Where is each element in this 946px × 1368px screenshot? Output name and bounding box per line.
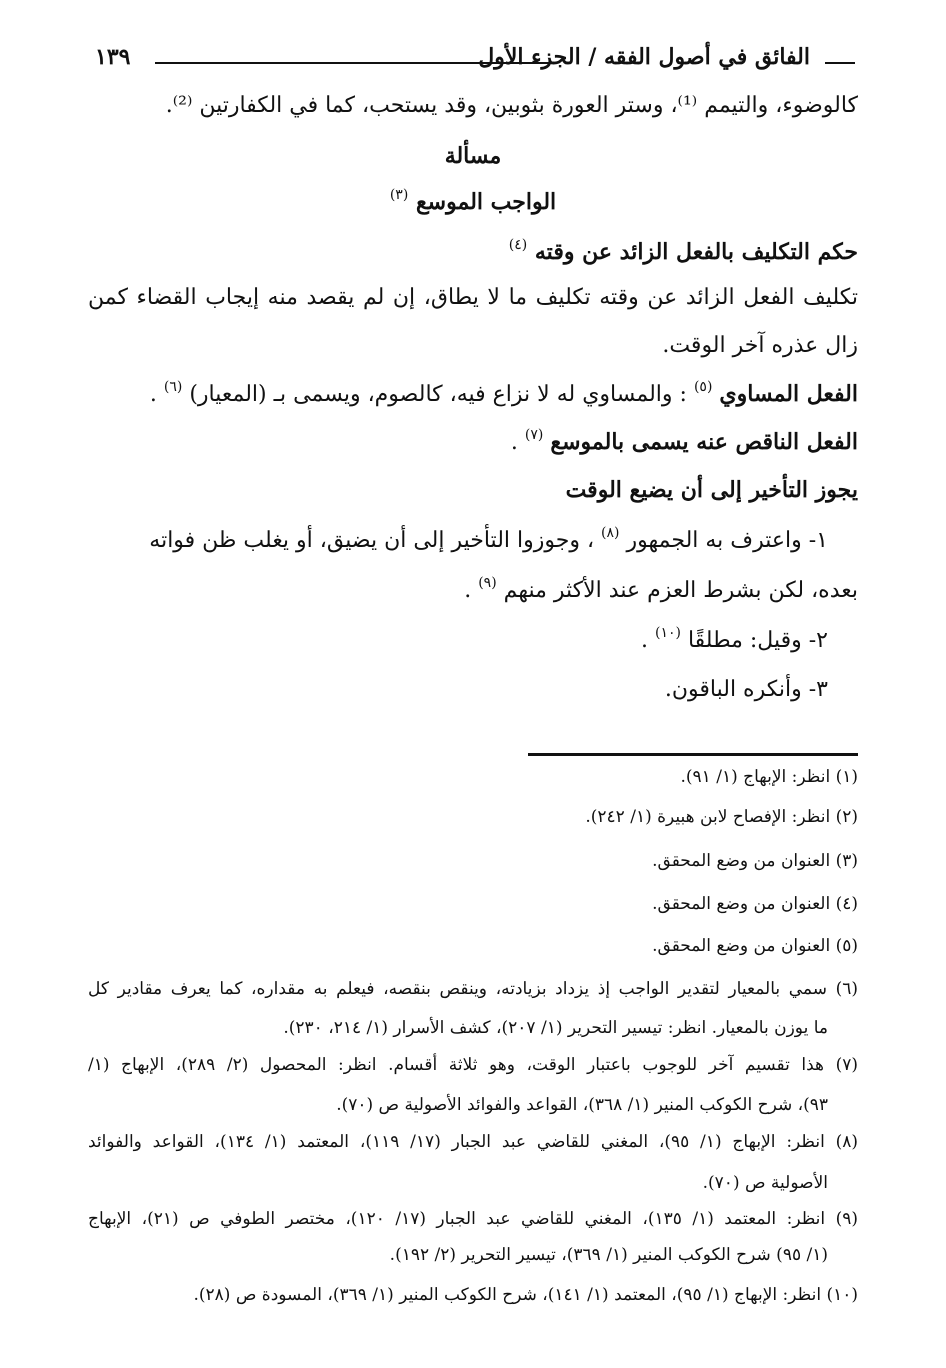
sentence-period: . [149,382,157,407]
yajuz-heading: يجوز التأخير إلى أن يضيع الوقت [565,477,858,503]
footnote-8-cont: الأصولية ص (٧٠). [702,1173,828,1193]
fi3l-musawi-text: : والمساوي له لا نزاع فيه، كالصوم، ويسمى بـ (المعيار) [189,382,687,407]
sentence-period: . [464,578,472,603]
footnote-ref-4: (٤) [508,237,528,253]
footnote-ref-8: (٨) [601,525,620,541]
heading-wajib-text: الواجب الموسع [415,189,557,215]
heading-wajib-muwassa [0,186,946,217]
footnote-ref-5: (٥) [693,379,713,395]
footnote-5: (٥) العنوان من وضع المحقق. [652,936,858,956]
footnote-6-cont: ما يوزن بالمعيار. انظر: تيسير التحرير (١/ ٢٠٧)، كشف الأسرار (١/ ٢١٤، ٢٣٠). [283,1018,828,1038]
fi3l-naqis-label: الفعل الناقص عنه يسمى بالموسع [550,429,858,455]
item-3: ٣- وأنكره الباقون. [664,677,828,702]
item-1-line-2-text: بعده، لكن بشرط العزم عند الأكثر منهم [503,578,858,603]
footnote-ref-3: (٣) [389,187,409,203]
running-header [95,40,855,80]
running-title: الفائق في أصول الفقه / الجزء الأول [478,44,810,70]
item-1-line-2 [464,574,858,606]
footnote-7-cont: ٩٣)، شرح الكوكب المنير (١/ ٣٦٨)، القواعد والفوائد الأصولية ص (٧٠). [336,1095,828,1115]
header-rule-middle [155,62,555,64]
fi3l-naqis-line [511,426,858,458]
footnote-ref-7: (٧) [524,427,544,443]
item-1-part-b: ، وجوزوا التأخير إلى أن يضيق، أو يغلب ظن فواته [149,528,595,553]
subheading-hukm-text: حكم التكليف بالفعل الزائد عن وقته [534,239,858,265]
item-1-line-1 [149,524,828,556]
footnote-6: (٦) سمي بالمعيار لتقدير الواجب إذ يزداد بزيادته، وينقص بنقصه، فيعلم به مقداره، كما يعرف مقادير كل [88,979,858,999]
fi3l-musawi-line [150,378,858,410]
footnote-9: (٩) انظر: المعتمد (١/ ١٣٥)، المغني للقاضي عبد الجبار (١٧/ ١٢٠)، مختصر الطوفي ص (٢١)، الإبهاج [88,1209,858,1229]
footnote-ref-10: (١٠) [654,625,681,641]
footnote-8: (٨) انظر: الإبهاج (١/ ٩٥)، المغني للقاضي عبد الجبار (١٧/ ١١٩)، المعتمد (١/ ١٣٤)، القواعد والفوائد [88,1132,859,1152]
footnote-4: (٤) العنوان من وضع المحقق. [652,894,858,914]
subheading-hukm [509,236,858,267]
footnote-10: (١٠) انظر: الإبهاج (١/ ٩٥)، المعتمد (١/ ١٤١)، شرح الكوكب المنير (١/ ٣٦٩)، المسودة ص (٢٨). [193,1285,858,1305]
body-line-1: كالوضوء، والتيمم ⁽¹⁾، وستر العورة بثوبين، وقد يستحب، كما في الكفارتين ⁽²⁾. [165,93,858,118]
item-2 [641,624,828,656]
sentence-period: . [510,430,518,455]
paragraph-1-line-2: زال عذره آخر الوقت. [662,333,858,358]
footnote-separator [528,753,858,756]
fi3l-musawi-label: الفعل المساوي [719,381,858,407]
header-rule-right [825,62,855,64]
heading-masala: مسألة [444,143,502,169]
page-number: ١٣٩ [95,44,131,70]
item-2-text: ٢- وقيل: مطلقًا [687,628,828,653]
sentence-period: . [640,628,648,653]
item-1-part-a: ١- واعترف به الجمهور [626,528,828,553]
footnote-7: (٧) هذا تقسيم آخر للوجوب باعتبار الوقت، وهو ثلاثة أقسام. انظر: المحصول (٢/ ٢٨٩)، الإبهاج (١/ [88,1055,858,1075]
footnote-9-cont: (١/ ٩٥) شرح الكوكب المنير (١/ ٣٦٩)، تيسير التحرير (٢/ ١٩٢). [389,1245,828,1265]
footnote-2: (٢) انظر: الإفصاح لابن هبيرة (١/ ٢٤٢). [585,807,858,827]
footnote-ref-9: (٩) [478,575,497,591]
footnote-ref-6: (٦) [163,379,183,395]
footnote-3: (٣) العنوان من وضع المحقق. [652,851,858,871]
paragraph-1-line-1: تكليف الفعل الزائد عن وقته تكليف ما لا يطاق، إن لم يقصد منه إيجاب القضاء كمن [88,285,858,310]
footnote-1: (١) انظر: الإبهاج (١/ ٩١). [680,767,858,787]
